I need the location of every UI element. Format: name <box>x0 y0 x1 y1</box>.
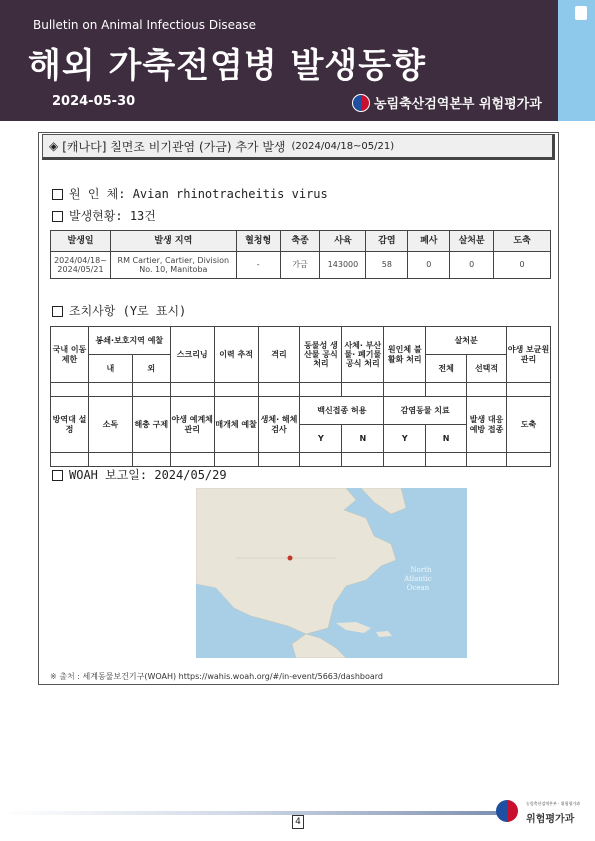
section-header <box>42 134 555 160</box>
measures-table <box>50 326 551 467</box>
td-reared: 143000 <box>320 252 366 279</box>
m-cell <box>384 383 426 397</box>
m-cell <box>507 453 551 467</box>
m-cell <box>342 383 384 397</box>
report-date: 2024-05-30 <box>52 94 136 109</box>
td-serotype: - <box>236 252 280 279</box>
m-cell <box>426 383 467 397</box>
org-name: 농림축산검역본부 위험평가과 <box>374 97 542 112</box>
th-culled: 살처분 <box>450 231 494 252</box>
m-cell <box>467 453 507 467</box>
td-infected: 58 <box>366 252 408 279</box>
m-treat-n: N <box>426 425 467 453</box>
th-species: 축종 <box>280 231 320 252</box>
map-ocean-label-1: North <box>410 566 432 574</box>
m-vaccine-y: Y <box>300 425 342 453</box>
map-ocean-label-3: Ocean <box>406 584 430 592</box>
td-dead: 0 <box>408 252 450 279</box>
m-vector-surv: 매개체 예찰 <box>214 397 258 453</box>
woah-label: WOAH 보고일: <box>69 468 148 482</box>
th-serotype: 혈청형 <box>236 231 280 252</box>
outbreak-map[interactable] <box>196 488 467 658</box>
cause-line <box>52 185 328 202</box>
td-species: 가금 <box>280 252 320 279</box>
td-slaughter: 0 <box>494 252 551 279</box>
m-slaughter: 도축 <box>507 397 551 453</box>
m-cell <box>467 383 507 397</box>
page-number: 4 <box>292 815 304 829</box>
m-cell <box>88 453 132 467</box>
m-cell <box>132 453 170 467</box>
m-cell <box>214 383 258 397</box>
m-official: 동물성 생산물 공식 처리 <box>300 327 342 383</box>
map-svg <box>196 488 467 658</box>
m-cell <box>507 383 551 397</box>
checkbox-icon <box>52 306 63 317</box>
section-period: (2024/04/18~05/21) <box>291 140 395 152</box>
source-text[interactable]: 세계동물보건기구(WOAH) https://wahis.woah.org/#/in-event/5663/dashboard <box>82 672 383 681</box>
woah-line <box>52 466 227 483</box>
m-cell <box>300 453 342 467</box>
cause-label: 원 인 체: <box>69 187 126 201</box>
m-vaccine-n: N <box>342 425 384 453</box>
m-culling-sel: 선택적 <box>467 355 507 383</box>
footer-org-big: 위험평가과 <box>526 814 575 825</box>
m-wild-surv: 야생 예계체 관리 <box>170 397 214 453</box>
m-domestic: 국내 이동 제한 <box>51 327 89 383</box>
m-carcass: 사체· 부산물· 폐기물 공식 처리 <box>342 327 384 383</box>
m-cell <box>214 453 258 467</box>
th-dead: 폐사 <box>408 231 450 252</box>
m-cell <box>88 383 132 397</box>
m-cell <box>426 453 467 467</box>
map-ocean-label-2: Atlantic <box>404 575 432 583</box>
footer-logo-icon <box>496 800 518 822</box>
m-wildlife: 야생 보균원 관리 <box>507 327 551 383</box>
source-line <box>50 671 383 682</box>
m-cell <box>170 453 214 467</box>
checkbox-icon <box>52 189 63 200</box>
m-zone-setup: 방역대 설정 <box>51 397 89 453</box>
m-culling: 살처분 <box>426 327 507 355</box>
m-cell <box>258 383 300 397</box>
m-treat: 감염동물 치료 <box>384 397 467 425</box>
diamond-icon: ◈ <box>49 139 59 153</box>
footer-org-small: 농림축산검역본부 · 위험평가과 <box>526 801 581 806</box>
measures-label: 조치사항 (Y로 표시) <box>69 304 187 318</box>
m-trace: 이력 추적 <box>214 327 258 383</box>
measures-line <box>52 302 186 319</box>
m-cell <box>300 383 342 397</box>
woah-date: 2024/05/29 <box>154 468 227 482</box>
m-zone-out: 외 <box>132 355 170 383</box>
org-logo-icon <box>352 94 370 112</box>
td-date: 2024/04/18~ 2024/05/21 <box>51 252 111 279</box>
m-test: 생체· 해체 검사 <box>258 397 300 453</box>
m-cell <box>51 453 89 467</box>
footer-line <box>0 811 505 815</box>
m-cell <box>51 383 89 397</box>
bulletin-label: Bulletin on Animal Infectious Disease <box>33 18 257 32</box>
status-label: 발생현황: <box>69 209 123 223</box>
m-zone: 봉쇄·보호지역 예찰 <box>88 327 170 355</box>
m-vac-outbreak: 발생 대응 예방 접종 <box>467 397 507 453</box>
m-inactivate: 원인체 불활화 처리 <box>384 327 426 383</box>
m-disinfect: 소독 <box>88 397 132 453</box>
th-reared: 사육 <box>320 231 366 252</box>
m-screening: 스크리닝 <box>170 327 214 383</box>
th-infected: 감염 <box>366 231 408 252</box>
th-slaughter: 도축 <box>494 231 551 252</box>
td-culled: 0 <box>450 252 494 279</box>
status-value: 13건 <box>129 209 156 223</box>
m-vaccine: 백신접종 허용 <box>300 397 384 425</box>
m-cell <box>170 383 214 397</box>
m-culling-all: 전체 <box>426 355 467 383</box>
th-date: 발생일 <box>51 231 111 252</box>
source-note: ※ 출처 : <box>50 672 80 681</box>
cause-value: Avian rhinotracheitis virus <box>132 187 328 201</box>
page-title: 해외 가축전염병 발생동향 <box>28 46 426 86</box>
checkbox-icon <box>52 470 63 481</box>
m-quarantine: 격리 <box>258 327 300 383</box>
m-cell <box>132 383 170 397</box>
outbreak-table <box>50 230 551 279</box>
m-cell <box>342 453 384 467</box>
section-title: [캐나다] 칠면조 비기관염 (가금) 추가 발생 <box>62 139 286 154</box>
header-corner-tab <box>575 6 587 20</box>
th-region: 발생 지역 <box>110 231 236 252</box>
m-treat-y: Y <box>384 425 426 453</box>
m-cell <box>258 453 300 467</box>
status-line <box>52 207 156 224</box>
m-vector: 해충 구제 <box>132 397 170 453</box>
checkbox-icon <box>52 211 63 222</box>
td-region: RM Cartier, Cartier, Division No. 10, Manitoba <box>110 252 236 279</box>
m-cell <box>384 453 426 467</box>
m-zone-in: 내 <box>88 355 132 383</box>
org-label <box>352 93 542 112</box>
map-outbreak-marker[interactable] <box>288 556 293 561</box>
